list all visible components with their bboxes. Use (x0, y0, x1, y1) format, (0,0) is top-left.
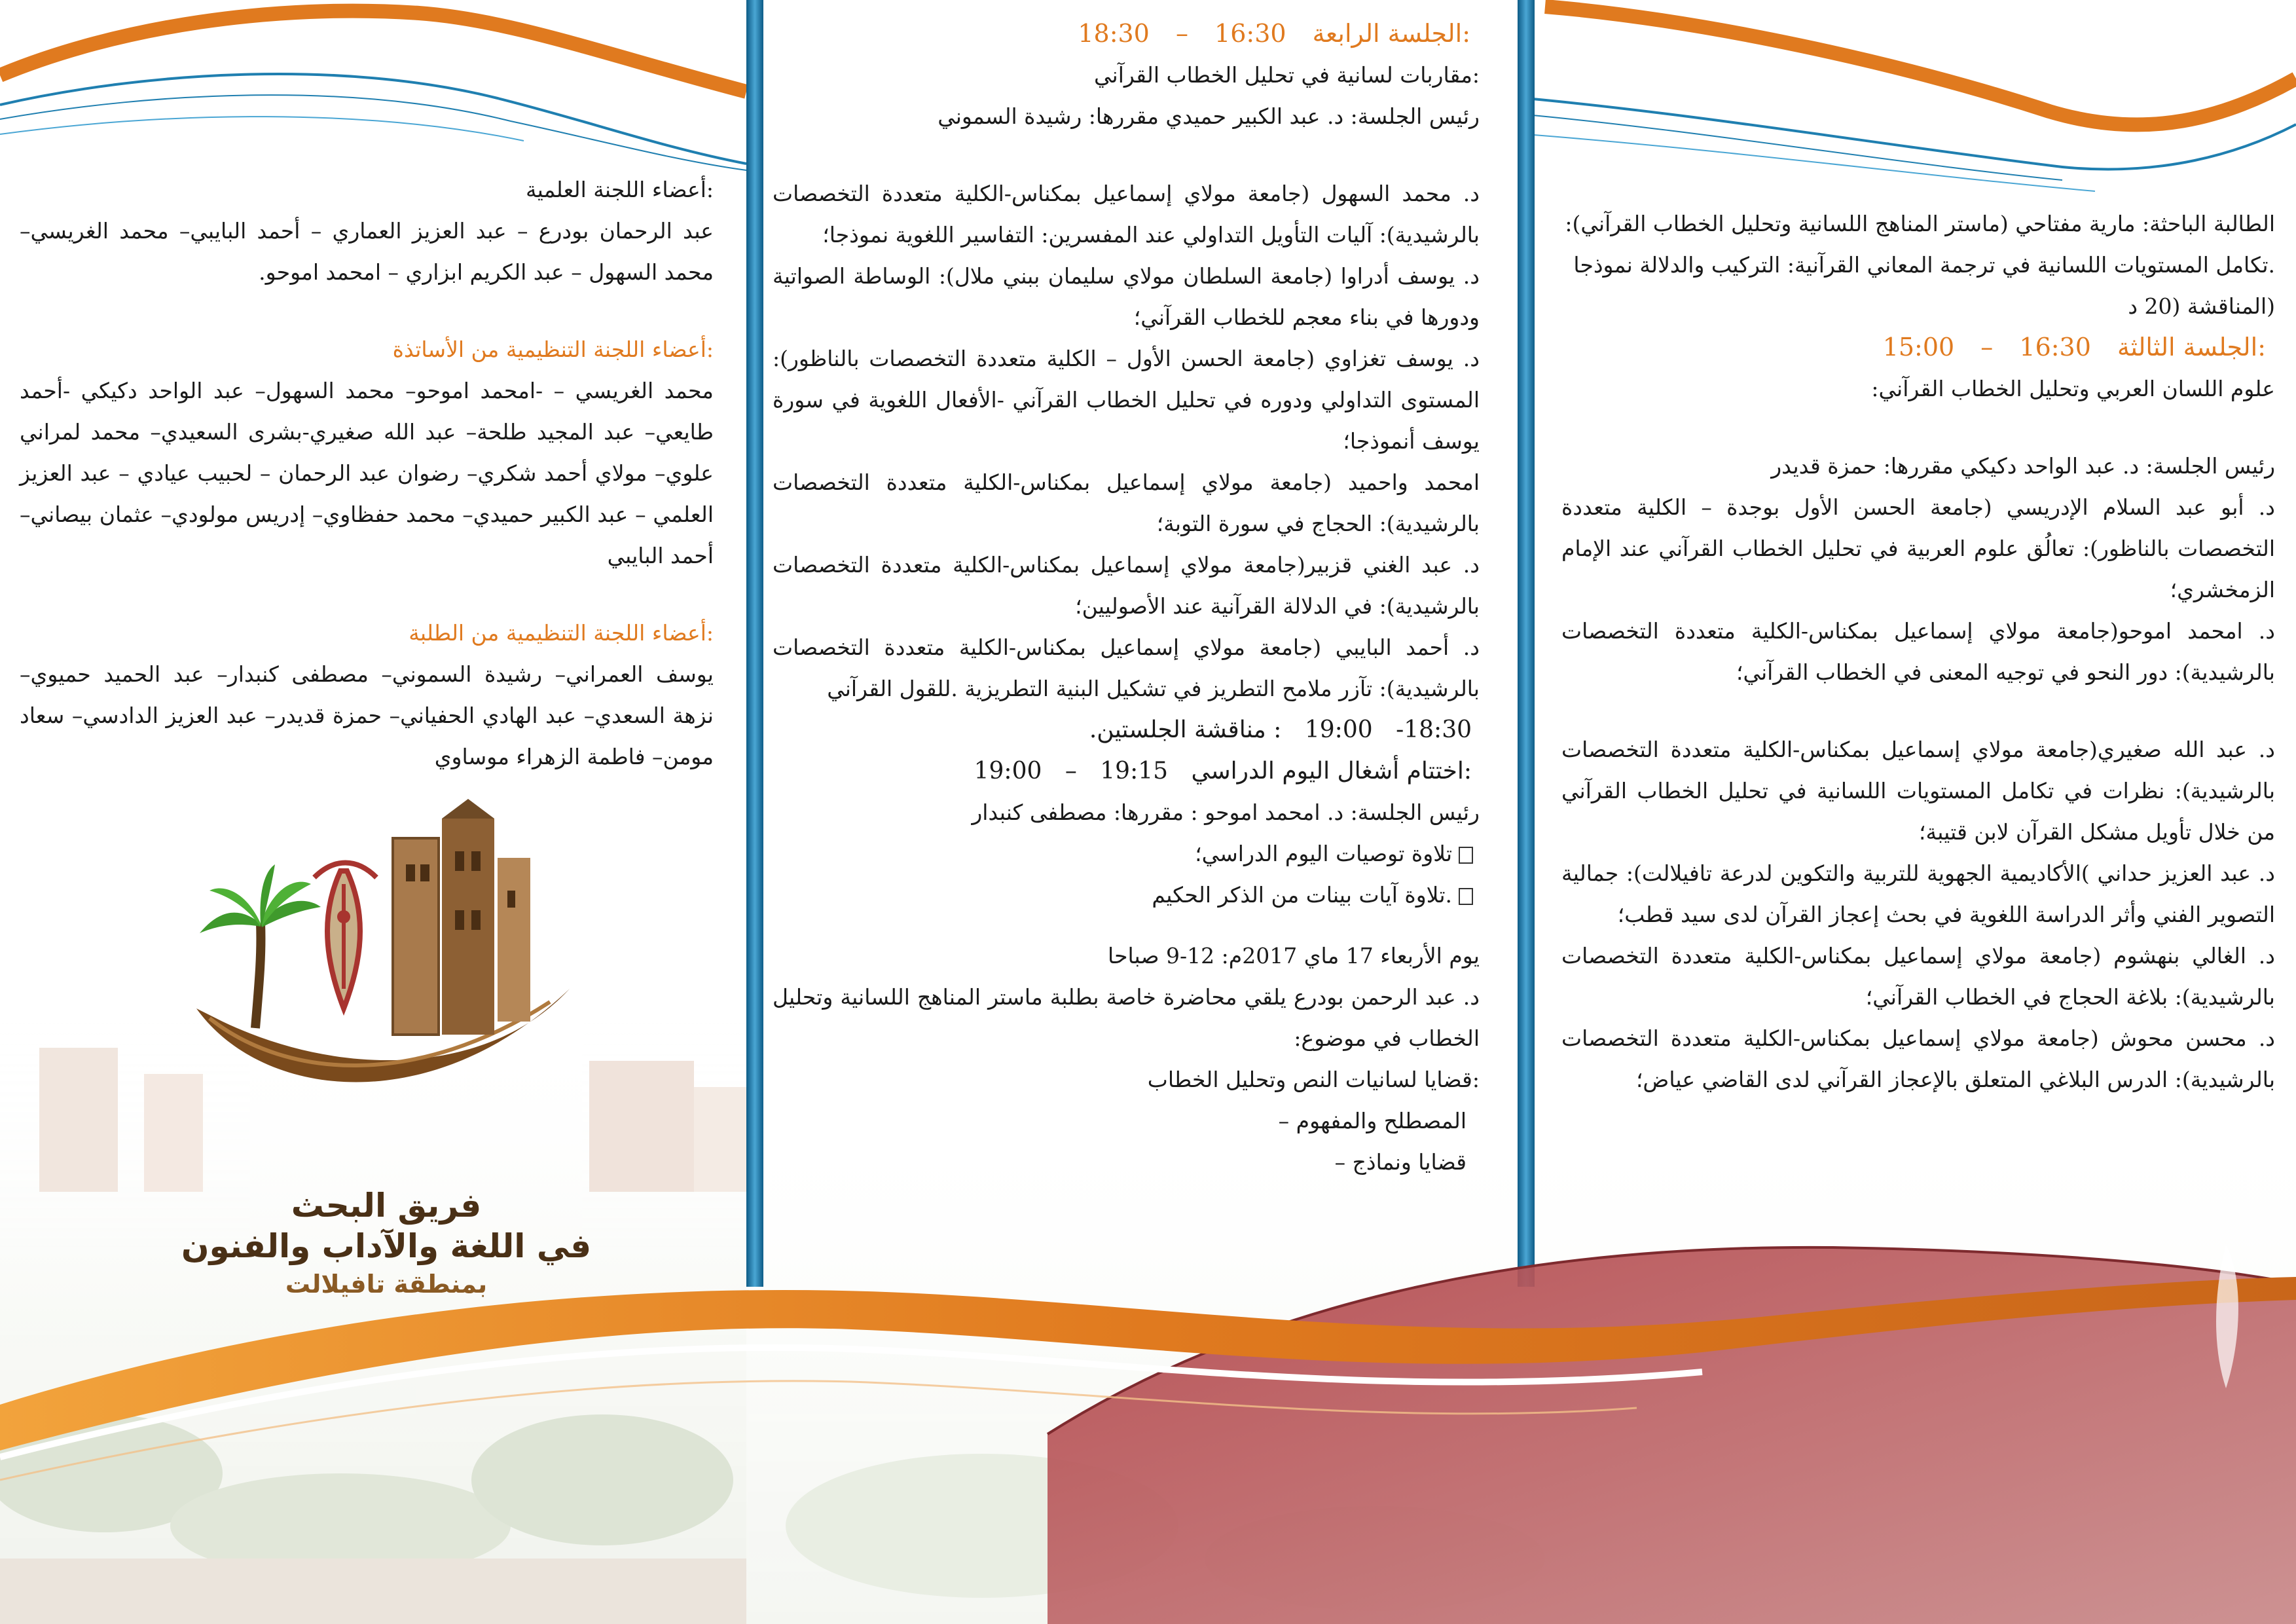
panel-session4-and-closing (773, 13, 1480, 1183)
session3-talk: د. أبو عبد السلام الإدريسي (جامعة الحسن الأول بوجدة – الكلية متعددة التخصصات بالناظور): تعالُق علوم العربية في تحليل الخطاب القرآني عند الإمام الزمخشري؛ (1561, 494, 2275, 602)
session4-talk: امحمد واحميد (جامعة مولاي إسماعيل بمكناس-الكلية متعددة التخصصات بالرشيدية): الحجاج في سورة التوبة؛ (773, 470, 1480, 536)
intro-talk-line: (المناقشة (20 د (2128, 293, 2275, 319)
intro-talk-line: الطالبة الباحثة: مارية مفتاحي (ماستر المناهج اللسانية وتحليل الخطاب القرآني): (1565, 211, 2275, 236)
session4-talk: د. عبد الغني قزبير(جامعة مولاي إسماعيل بمكناس-الكلية متعددة التخصصات بالرشيدية): في الدلالة القرآنية عند الأصوليين؛ (773, 552, 1480, 619)
session4-chair: رئيس الجلسة: د. عبد الكبير حميدي مقررها: رشيدة السموني (938, 103, 1480, 129)
session4-header (773, 13, 1480, 54)
session4-end: 18:30 (1078, 19, 1150, 48)
organizing-students-members: يوسف العمراني– رشيدة السموني– مصطفى كنبدار– عبد الحميد حميوي– نزهة السعدي– عبد الهادي الحفياني– حمزة قديدر– عبد العزيز الدادسي– سعاد مومن– فاطمة الزهراء موساوي (20, 661, 714, 769)
session4-talk: د. يوسف أدراوا (جامعة السلطان مولاي سليمان ببني ملال): الوساطة الصواتية ودورها في بناء معجم للخطاب القرآني؛ (773, 263, 1480, 330)
wednesday-date: يوم الأربعاء 17 ماي 2017م: 12-9 صباحا (1108, 943, 1480, 969)
closing-dash: – (1065, 758, 1077, 784)
session3-title: علوم اللسان العربي وتحليل الخطاب القرآني: (1871, 376, 2275, 401)
closing-item (773, 874, 1480, 915)
session3-talk: د. امحمد اموحو(جامعة مولاي إسماعيل بمكناس-الكلية متعددة التخصصات بالرشيدية): دور النحو في توجيه المعنى في الخطاب القرآني؛ (1561, 618, 2275, 685)
session3-talk: د. الغالي بنهشوم (جامعة مولاي إسماعيل بمكناس-الكلية متعددة التخصصات بالرشيدية): بلاغة الحجاج في الخطاب القرآني؛ (1561, 943, 2275, 1010)
session3-header (1561, 327, 2275, 368)
closing-chair: رئيس الجلسة: د. امحمد اموحو : مقررها: مصطفى كنبدار (972, 800, 1480, 825)
closing-item-text: تلاوة توصيات اليوم الدراسي؛ (1195, 841, 1452, 866)
session4-start: 16:30 (1214, 19, 1286, 48)
scientific-committee-members: عبد الرحمان بودرع – عبد العزيز العماري – أحمد البايبي– محمد الغريسي– محمد السهول – عبد الكريم ابزاري – امحمد اموحو. (20, 218, 714, 285)
team-name-line3: بمنطقة تافيلالت (285, 1270, 488, 1299)
panel-session3 (1561, 203, 2275, 1100)
organizing-professors-heading: :أعضاء اللجنة التنظيمية من الأساتذة (392, 337, 714, 362)
discussion-line (773, 709, 1480, 750)
session4-title: :مقاربات لسانية في تحليل الخطاب القرآني (1094, 62, 1480, 88)
closing-end: 19:00 (974, 758, 1042, 784)
closing-label: :اختتام أشغال اليوم الدراسي (1191, 758, 1472, 784)
organizing-students-heading: :أعضاء اللجنة التنظيمية من الطلبة (409, 620, 714, 646)
organizing-professors-members: محمد الغريسي – -امحمد اموحو– محمد السهول– عبد الواحد دكيكي -أحمد طايعي– عبد المجيد طلحة– عبد الله صغيري-بشرى السعيدي– محمد لمراني علوي– مولاي أحمد شكري– رضوان عبد الرحمان – لحبيب عيادي – عبد العزيز العلمي – عبد الكبير حميدي– محمد حفظاوي– إدريس مولودي– عثمان بيصاني– أحمد البايبي (20, 378, 714, 568)
checkbox-icon (1459, 888, 1473, 905)
closing-start: 19:15 (1100, 758, 1169, 784)
session4-talk: د. أحمد البايبي (جامعة مولاي إسماعيل بمكناس-الكلية متعددة التخصصات بالرشيدية): تآزر ملامح التطريز في تشكيل البنية التطريزية .للقول القرآني (773, 635, 1480, 701)
wednesday-topic: :قضايا لسانيات النص وتحليل الخطاب (1147, 1067, 1480, 1092)
palm-tree-icon (200, 864, 321, 1028)
session4-talk: د. يوسف تغزاوي (جامعة الحسن الأول – الكلية متعددة التخصصات بالناظور): المستوى التداولي ودوره في تحليل الخطاب القرآني -الأفعال اللغوية في سورة يوسف أنموذجا؛ (773, 346, 1480, 454)
research-team-name (164, 1185, 609, 1302)
team-name-line2: في اللغة والآداب والفنون (181, 1227, 592, 1265)
session3-chair: رئيس الجلسة: د. عبد الواحد دكيكي مقررها: حمزة قديدر (1771, 453, 2275, 479)
closing-header (773, 750, 1480, 792)
top-right-swoosh (1525, 7, 2296, 191)
session3-start: 16:30 (2019, 333, 2091, 361)
session3-talk: د. محسن محوش (جامعة مولاي إسماعيل بمكناس-الكلية متعددة التخصصات بالرشيدية): الدرس البلاغي المتعلق بالإعجاز القرآني لدى القاضي عياض؛ (1561, 1025, 2275, 1092)
wednesday-item: المصطلح والمفهوم – (1278, 1108, 1467, 1134)
checkbox-icon (1459, 847, 1473, 864)
session4-dash: – (1175, 19, 1188, 48)
top-left-swoosh (0, 11, 746, 170)
team-name-line1: فريق البحث (291, 1187, 482, 1225)
wednesday-item: قضايا ونماذج – (1334, 1149, 1467, 1175)
bottom-waves (0, 1247, 2296, 1624)
session3-talk: د. عبد العزيز حداني )الأكاديمية الجهوية للتربية والتكوين لدرعة تافيلالت): جمالية التصوير الفني وأثر الدراسة اللغوية في بحث إعجاز القرآن لدى سيد قطب؛ (1561, 860, 2275, 927)
intro-talk-line: .تكامل المستويات اللسانية في ترجمة المعاني القرآنية: التركيب والدلالة نموذجا (1573, 252, 2275, 278)
closing-item (773, 833, 1480, 874)
fold-bar-right (1518, 0, 1535, 1287)
wednesday-lecture: د. عبد الرحمن بودرع يلقي محاضرة خاصة بطلبة ماستر المناهج اللسانية وتحليل الخطاب في موضوع: (773, 984, 1480, 1051)
closing-item-text: .تلاوة آيات بينات من الذكر الحكيم (1152, 882, 1452, 908)
discussion-to: 19:00 (1304, 716, 1373, 743)
session3-end: 15:00 (1882, 333, 1955, 361)
kasbah-tower-icon (393, 799, 530, 1035)
session4-talk: د. محمد السهول (جامعة مولاي إسماعيل بمكناس-الكلية متعددة التخصصات بالرشيدية): آليات التأويل التداولي عند المفسرين: التفاسير اللغوية نموذجا؛ (773, 181, 1480, 248)
discussion-label: : مناقشة الجلستين. (1089, 716, 1282, 743)
session3-talk: د. عبد الله صغيري(جامعة مولاي إسماعيل بمكناس-الكلية متعددة التخصصات بالرشيدية): نظرات في تكامل المستويات اللسانية في تحليل الخطاب القرآني من خلال تأويل مشكل القرآن لابن قتيبة؛ (1561, 737, 2275, 845)
pen-nib-icon (314, 863, 376, 1009)
session3-label: :الجلسة الثالثة (2117, 333, 2266, 361)
session3-dash: – (1980, 333, 1994, 361)
session4-label: :الجلسة الرابعة (1312, 19, 1470, 48)
research-team-logo (183, 792, 576, 1133)
discussion-from: 18:30- (1396, 716, 1472, 743)
panel-committees (20, 169, 714, 777)
fold-bar-left (746, 0, 763, 1287)
scientific-committee-heading: :أعضاء اللجنة العلمية (525, 177, 714, 202)
